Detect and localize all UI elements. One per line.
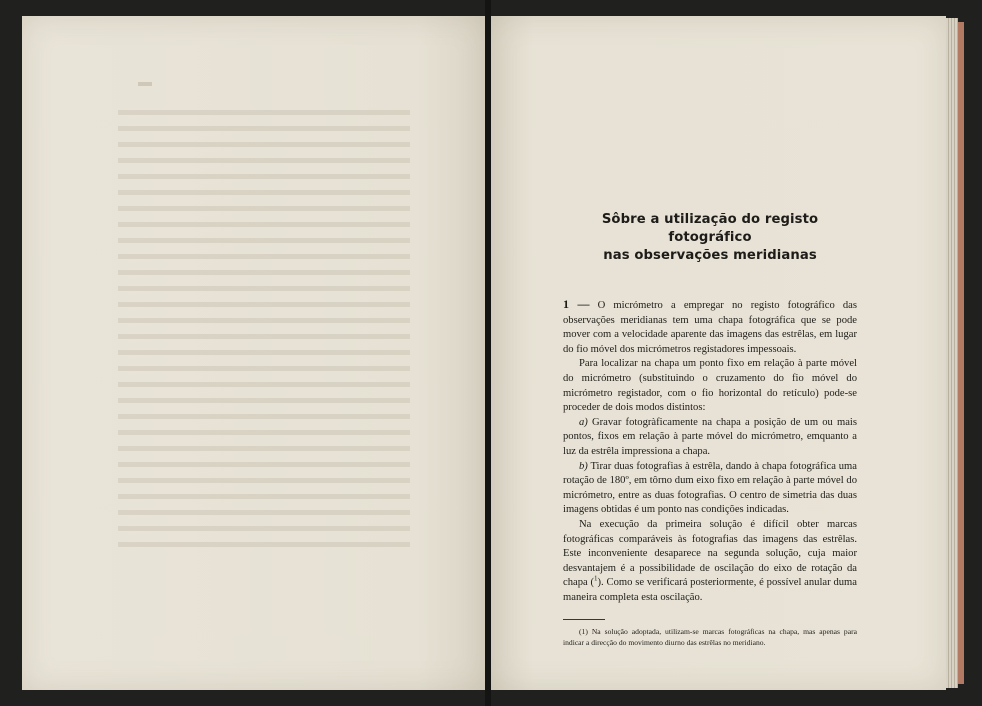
footnote-text: Na solução adoptada, utilizam-se marcas fotográficas na chapa, mas apenas para indicar a direcção do movimento diurno das estrêlas no meridiano. [563,627,857,648]
list-item-b-label: b) [579,460,588,472]
right-page-content [563,211,857,648]
paragraph-1 [563,297,857,357]
list-item-a [563,416,857,460]
cover-edge [958,22,964,684]
footnote-reference: 1 [594,574,598,583]
footnote [563,626,857,648]
paragraph-1-text: O micrómetro a empregar no registo fotográfico das observações meridianas tem uma chapa fotográfica que se pode mover com a velocidade aparente das imagens das estrêlas, em lugar do fio móvel dos micrómetros registadores impessoais. [563,300,857,355]
paragraph-3 [563,518,857,606]
paragraph-2: Para localizar na chapa um ponto fixo em relação à parte móvel do micrómetro (substituindo o cruzamento do fio móvel do micrómetro registador, com o fio horizontal do retículo) pode-se proceder de dois modos distintos: [563,358,857,414]
list-item-b-text: Tirar duas fotografias à estrêla, dando à chapa fotográfica uma rotação de 180º, em tôrno dum eixo fixo em relação à parte móvel do micrómetro, entre as duas fotografias. O centro de simetria das duas imagens obtidas é um ponto nas condições indicadas. [563,460,857,516]
section-title [563,211,857,265]
footnote-marker: (1) [579,627,588,637]
book-gutter [485,0,491,706]
bleed-through-text [118,104,410,554]
paragraph-number: 1 — [563,297,590,311]
section-title-line-2: nas observações meridianas [603,248,817,263]
section-title-line-1: Sôbre a utilização do registo fotográfico [601,212,819,245]
list-item-a-label: a) [579,416,588,428]
paragraph-3-text-a: Na execução da primeira solução é difícil obter marcas fotográficas comparáveis às fotografias das imagens das estrêlas. Este inconveniente desaparece na segunda solução, cuja maior desvantajem é a possibilidade de oscilação do eixo de rotação da chapa ( [563,518,857,589]
list-item-a-text: Gravar fotogràficamente na chapa a posição de um ou mais pontos, fixos em relação à parte móvel do micrómetro, emquanto a luz da estrêla impressiona a chapa. [563,416,857,457]
page-edges [946,18,958,688]
list-item-b [563,460,857,518]
footnote-divider [563,619,605,620]
bleed-through-mark [138,82,152,86]
paragraph-3-text-b: ). Como se verificará posteriormente, é possível anular duma maneira completa esta oscilação. [563,577,857,603]
